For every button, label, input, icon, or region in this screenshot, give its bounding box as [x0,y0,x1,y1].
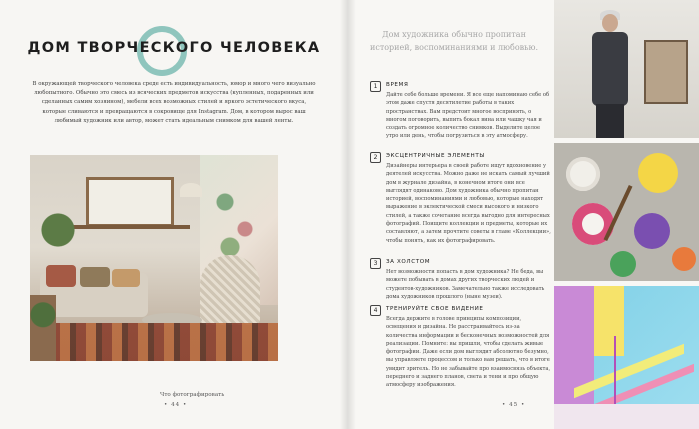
yellow-wall [594,286,624,356]
tip-heading: ЭКСЦЕНТРИЧНЫЕ ЭЛЕМЕНТЫ [386,153,485,159]
tip-text: Всегда держите в голове принципы композиции, освещения и дизайна. Не расстраивайтесь из-за количества информации и бесконечных возможностей для реализации. Помните: вы пришли, чтобы сделать живые фотографии. Даже если дом выглядит абсолютно безумно, вы управляете процессом и только вам решать, что в итоге увидит зритель. Но не забывайте про взаимосвязь объекта, переднего и заднего планов, света и тени и про общую атмосферу изображения. [386,316,551,389]
paint-dish [638,153,678,193]
person-head [602,14,618,32]
pull-quote: Дом художника обычно пропитан историей, воспоминаниями и любовью. [370,30,538,52]
paint-dish [672,247,696,271]
rug [50,323,278,361]
person-body [592,32,628,106]
tip-number: 4 [370,305,381,316]
hanging-chair [200,255,260,325]
artist-portrait-photo [554,0,699,138]
tip-text: Дизайнеры интерьера в своей работе ищут вдохновение у деятелей искусства. Можно даже не искать самый лучший дом в журнале дизайна, в конечном итоге они все выглядят одинаково. Дом художника обычно пропитан историей, воспоминаниями и любовью, которые находят выражение в эклектической смеси высокого и низкого стилей, а также сочетание всегда выгодно для интересных фотографий. Поищите коллекции и предметы, которые их составляют, а затем прочтите советы в главе «Коллекции», чтобы понять, как их фотографировать. [386,163,551,244]
tip-number: 3 [370,258,381,269]
railing [614,336,616,406]
tip-heading: ТРЕНИРУЙТЕ СВОЕ ВИДЕНИЕ [386,306,484,312]
paint-dish [634,213,670,249]
paint-palette-photo [554,143,699,281]
floor [554,404,699,429]
person-legs [596,104,624,138]
plant [30,295,56,361]
pillow [46,265,76,287]
book-gutter-shadow [340,0,356,429]
lamp [180,183,202,197]
tip-heading: ЗА ХОЛСТОМ [386,259,431,265]
pillow [80,267,110,287]
living-room-photo [30,155,278,361]
intro-paragraph: В окружающей творческого человека среде есть индивидуальность, юмор и много чего визуально любопытного. Обычно это смесь из всяческих предметов искусства (купленных, подаренных или сделанных самим хозяином), мебели всех возможных стилей и яркого эстетического вкуса, которые сливаются и превращаются в сокровище для Instagram. Дом, в котором вырос ваш любимый художник или автор, может стать идеальным снимком для вашей ленты. [32,81,316,124]
tip-number: 1 [370,81,381,92]
page-number-right: • 45 • [502,402,526,408]
tip-number: 2 [370,152,381,163]
left-page [0,0,348,429]
plant [38,195,78,265]
paint-dish [566,157,600,191]
page-title: ДОМ ТВОРЧЕСКОГО ЧЕЛОВЕКА [27,40,321,56]
wall-shelf [70,225,190,229]
window [86,177,174,227]
colorful-staircase-photo [554,286,699,429]
paint-dish [610,251,636,277]
tip-heading: ВРЕМЯ [386,82,409,88]
pillow [112,269,140,287]
easel [644,40,688,104]
footer-caption: Что фотографировать [160,392,225,398]
right-page [348,0,699,429]
tip-text: Дайте себе больше времени. Я все еще напоминаю себе об этом даже спустя десятилетие работы в таких пространствах. Вам предстоит многое воспринять, о многом поговорить, выпить бокал вина или чашку чая и создать огромное количество снимков. Выделите целое утро или день, чтобы погрузиться в эту атмосферу. [386,92,550,140]
tip-text: Нет возможности попасть в дом художника? Не беда, вы можете побывать в домах других творческих людей и студентов-художников. Замечательно также исследовать дома художников прошлого (ныне музеи). [386,269,545,300]
page-number-left: • 44 • [164,402,188,408]
